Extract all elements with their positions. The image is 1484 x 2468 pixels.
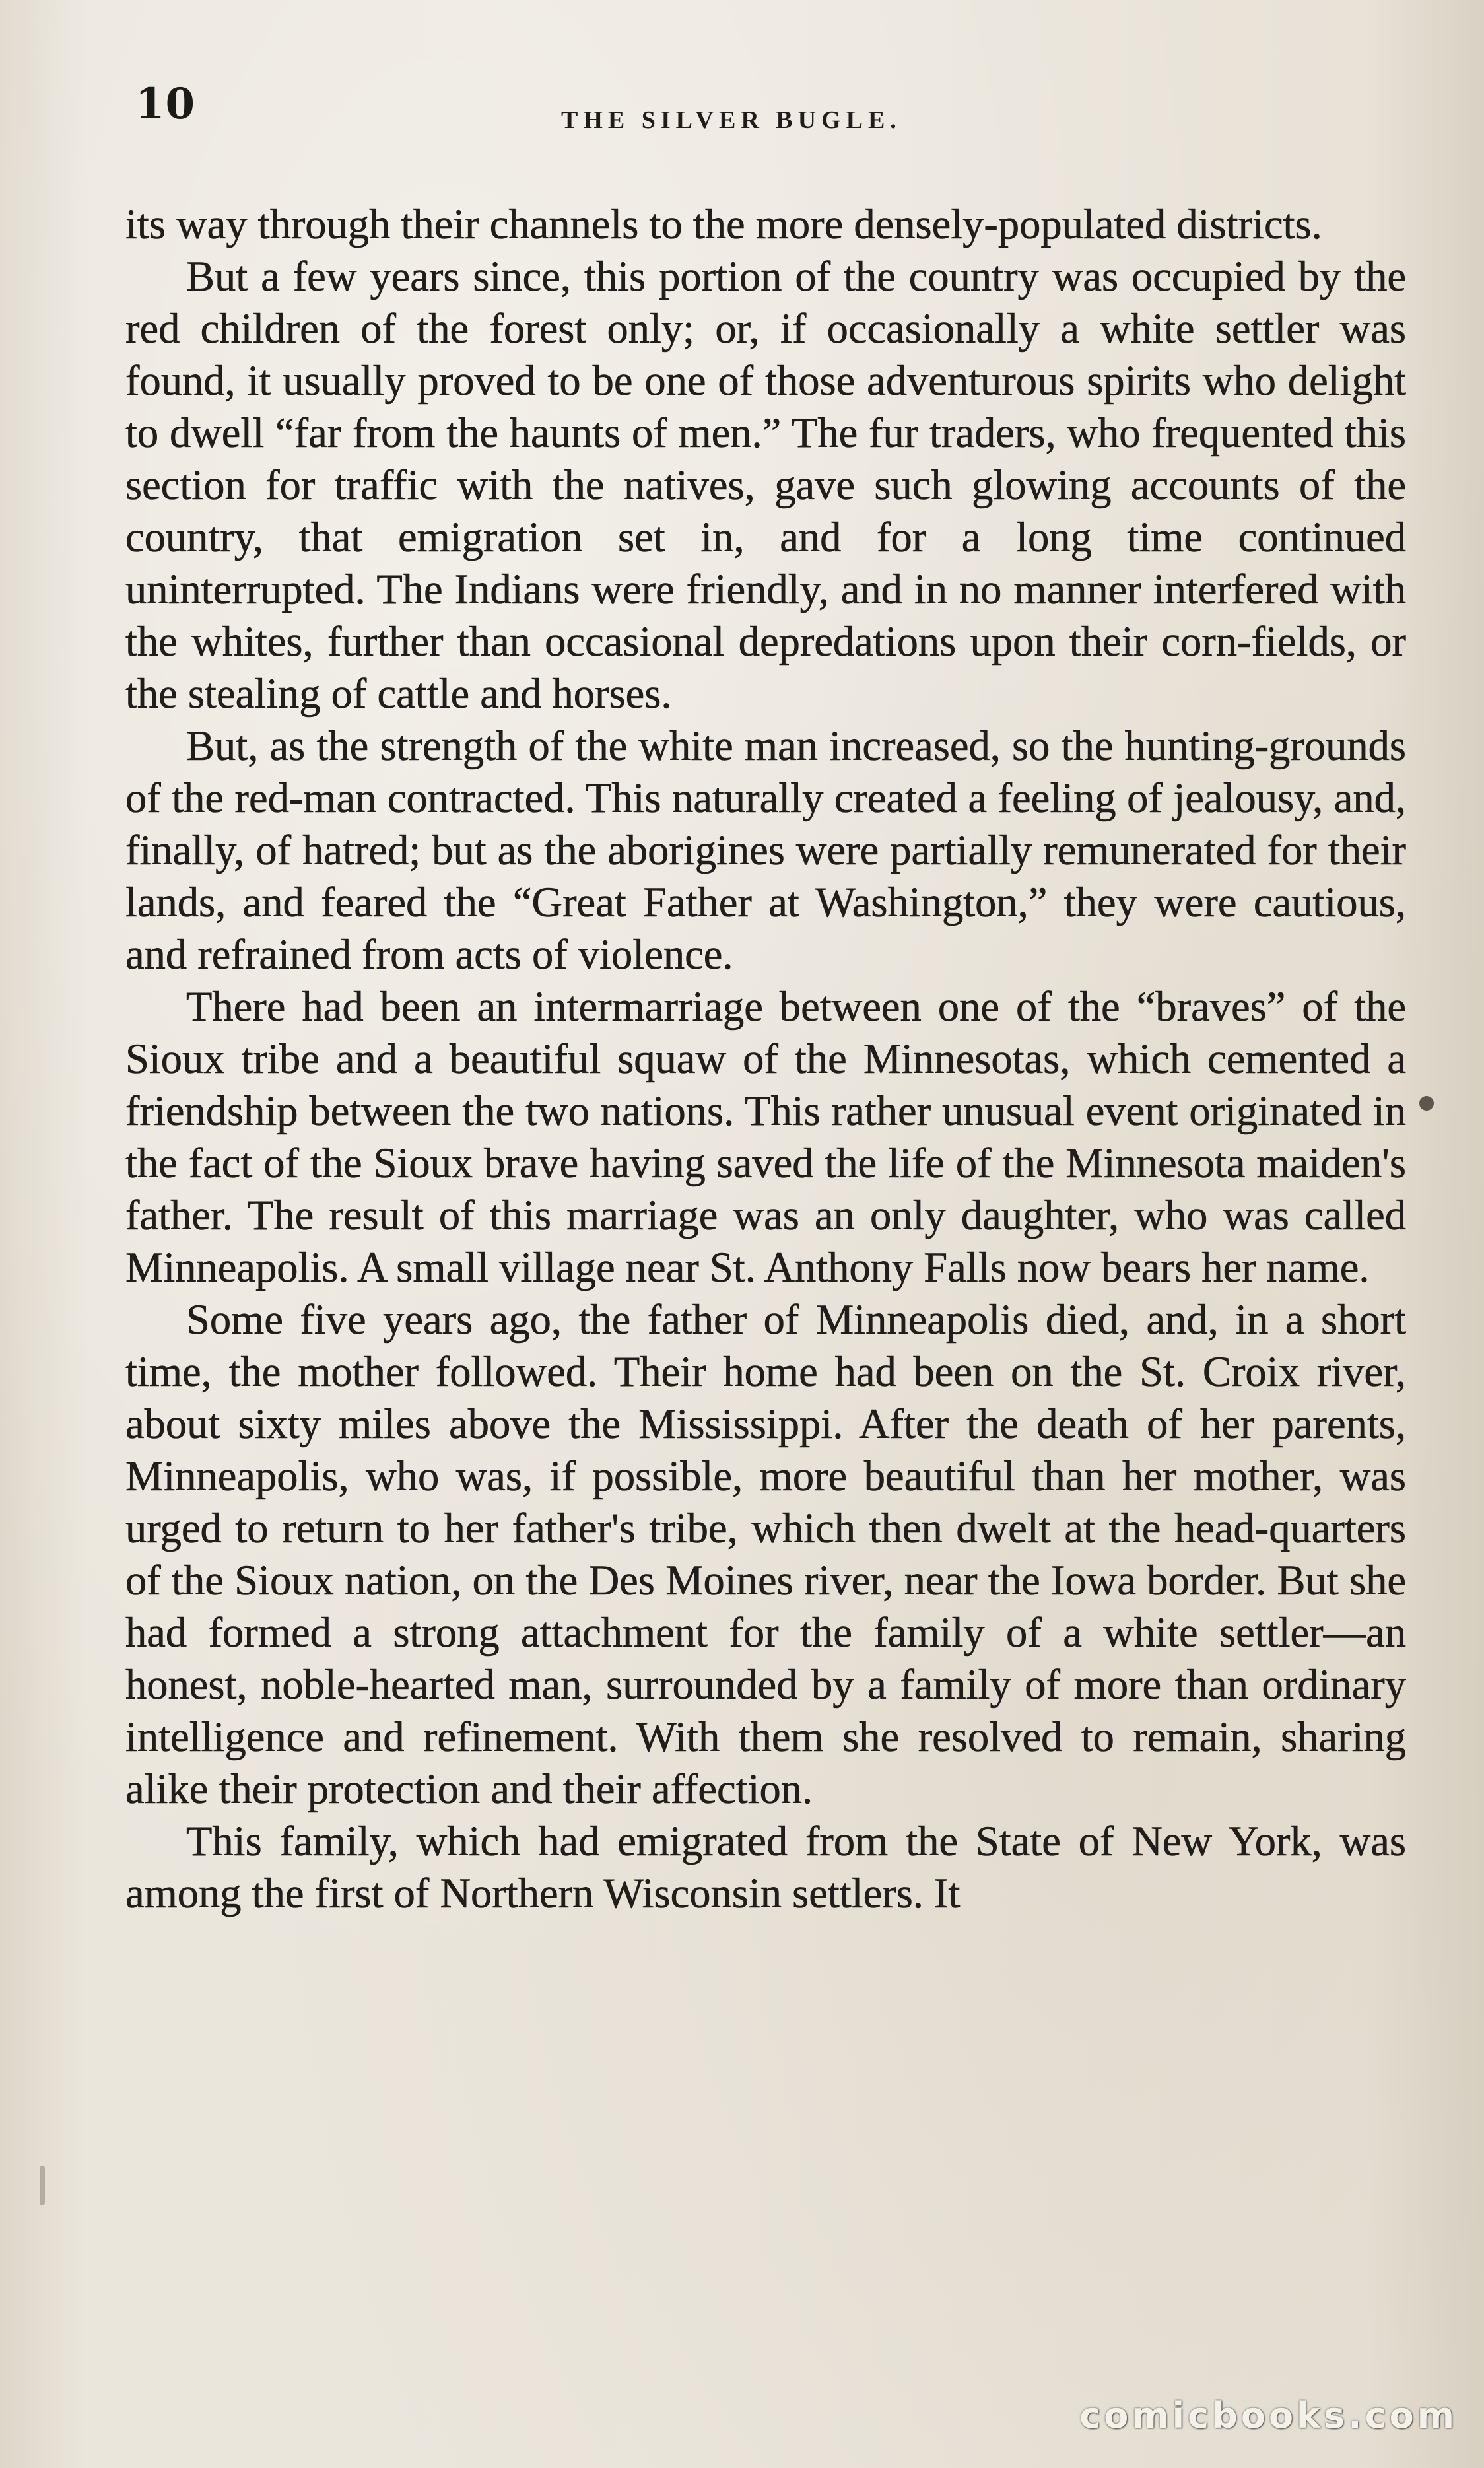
watermark: comicbooks.com [1079,2395,1458,2436]
paper-stain [40,2166,45,2205]
paragraph: its way through their channels to the more densely-populated districts. [125,201,1322,248]
body-text [125,198,1406,1919]
paragraph: But, as the strength of the white man increased, so the hunting-grounds of the red-man contracted. This naturally created a feeling of jealousy, and, finally, of hatred; but as the aborigines were partially remunerated for their lands, and feared the “Great Father at Washington,” they were cautious, and refrained from acts of violence. [125,722,1406,978]
paragraph: But a few years since, this portion of the country was occupied by the red children of the forest only; or, if occasionally a white settler was found, it usually proved to be one of those adventurous spirits who delight to dwell “far from the haunts of men.” The fur traders, who frequented this section for traffic with the natives, gave such glowing accounts of the country, that emigration set in, and for a long time continued uninterrupted. The Indians were friendly, and in no manner interfered with the whites, further than occasional depredations upon their corn-fields, or the stealing of cattle and horses. [125,253,1406,717]
page-number: 10 [135,79,196,129]
paragraph: This family, which had emigrated from the State of New York, was among the first of Northern Wisconsin settlers. It [125,1818,1406,1917]
paragraph: Some five years ago, the father of Minneapolis died, and, in a short time, the mother followed. Their home had been on the St. Croix river, about sixty miles above the Mississippi. After the death of her parents, Minneapolis, who was, if possible, more beautiful than her mother, was urged to return to her father's tribe, which then dwelt at the head-quarters of the Sioux nation, on the Des Moines river, near the Iowa border. But she had formed a strong attachment for the family of a white settler—an honest, noble-hearted man, surrounded by a family of more than ordinary intelligence and refinement. With them she resolved to remain, sharing alike their protection and their affection. [125,1296,1406,1812]
paper-stain [1419,1096,1434,1111]
running-title: THE SILVER BUGLE. [561,106,902,134]
paragraph: There had been an intermarriage between one of the “braves” of the Sioux tribe and a beautiful squaw of the Minnesotas, which cemented a friendship between the two nations. This rather unusual event originated in the fact of the Sioux brave having saved the life of the Minnesota maiden's father. The result of this marriage was an only daughter, who was called Minneapolis. A small village near St. Anthony Falls now bears her name. [125,983,1406,1291]
